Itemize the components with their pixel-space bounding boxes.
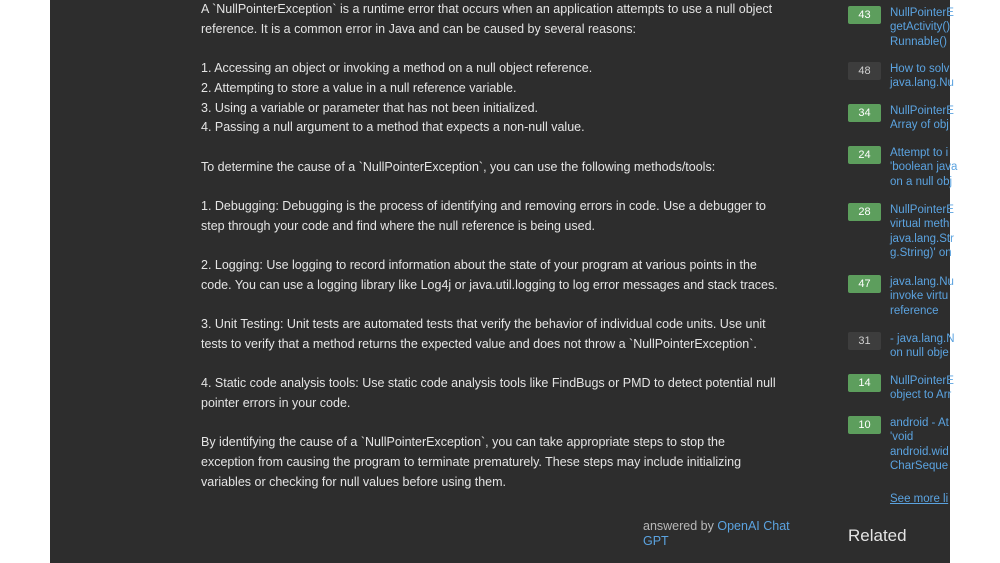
attribution-prefix: answered by — [643, 519, 718, 533]
answer-attribution — [643, 519, 813, 549]
answer-paragraph — [201, 197, 816, 236]
answer-paragraph — [201, 0, 816, 39]
answer-line: code. You can use a logging library like Log4j or java.util.logging to log error messages and stack traces. — [201, 277, 778, 292]
answer-paragraph — [201, 59, 816, 138]
answer-line: A `NullPointerException` is a runtime error that occurs when an application attempts to use a null object — [201, 2, 773, 16]
linked-question-link[interactable]: How to solv java.lang.Nu — [890, 63, 954, 90]
see-more-linked-link[interactable]: See more li — [890, 493, 949, 505]
vote-count-badge: 14 — [848, 374, 881, 392]
linked-question-link[interactable]: - java.lang.N on null obje — [890, 333, 955, 360]
answer-paragraph — [201, 374, 816, 413]
vote-count-badge: 43 — [848, 6, 881, 24]
answer-body — [201, 0, 816, 512]
author-link[interactable]: OpenAI Chat GPT — [643, 519, 790, 548]
answer-line: 1. Accessing an object or invoking a method on a null object reference. — [201, 61, 593, 76]
answer-line: By identifying the cause of a `NullPointerException`, you can take appropriate steps to stop the — [201, 435, 725, 450]
vote-count-badge: 31 — [848, 332, 881, 350]
answer-line: 4. Passing a null argument to a method that expects a non-null value. — [201, 120, 585, 135]
linked-question-link[interactable]: java.lang.Nu invoke virtu reference — [890, 276, 954, 317]
linked-question-link[interactable]: NullPointerE virtual meth java.lang.Str g.String)' on — [890, 204, 954, 259]
linked-question-link[interactable]: NullPointerE Array of obj — [890, 105, 954, 132]
vote-count-badge: 24 — [848, 146, 881, 164]
vote-count-badge: 34 — [848, 104, 881, 122]
linked-question-link[interactable]: NullPointerE object to Arr — [890, 375, 954, 402]
answer-paragraph — [201, 256, 816, 295]
answer-line: step through your code and find where the null reference is being used. — [201, 218, 596, 233]
answer-line: To determine the cause of a `NullPointerException`, you can use the following methods/tools: — [201, 159, 716, 174]
answer-line: 3. Using a variable or parameter that has not been initialized. — [201, 100, 538, 115]
linked-question-link[interactable]: android - At 'void android.wid CharSeque — [890, 417, 949, 472]
vote-count-badge: 28 — [848, 203, 881, 221]
answer-line: 2. Logging: Use logging to record information about the state of your program at various points in the — [201, 258, 757, 273]
answer-paragraph — [201, 433, 816, 492]
linked-question-link[interactable]: Attempt to i 'boolean java on a null obj — [890, 147, 958, 188]
answer-paragraph — [201, 158, 816, 178]
answer-line: 3. Unit Testing: Unit tests are automated tests that verify the behavior of individual code units. Use unit — [201, 317, 766, 332]
answer-line: reference. It is a common error in Java and can be caused by several reasons: — [201, 21, 636, 36]
related-heading: Related — [848, 526, 907, 545]
vote-count-badge: 47 — [848, 275, 881, 293]
answer-line: tests to verify that a method returns the expected value and does not throw a `NullPointerException`. — [201, 336, 757, 351]
vote-count-badge: 48 — [848, 62, 881, 80]
answer-paragraph — [201, 315, 816, 354]
vote-count-badge: 10 — [848, 416, 881, 434]
linked-question-link[interactable]: NullPointerE getActivity() Runnable() — [890, 7, 954, 48]
answer-line: 1. Debugging: Debugging is the process of identifying and removing errors in code. Use a debugger to — [201, 198, 766, 213]
page-frame — [50, 0, 958, 563]
answer-line: variables or checking for null values before using them. — [201, 474, 507, 489]
answer-line: exception from causing the program to terminate prematurely. These steps may include initializing — [201, 455, 742, 470]
answer-line: 2. Attempting to store a value in a null reference variable. — [201, 80, 517, 95]
answer-line: pointer errors in your code. — [201, 395, 351, 410]
answer-line: 4. Static code analysis tools: Use static code analysis tools like FindBugs or PMD to detect potential null — [201, 376, 776, 391]
